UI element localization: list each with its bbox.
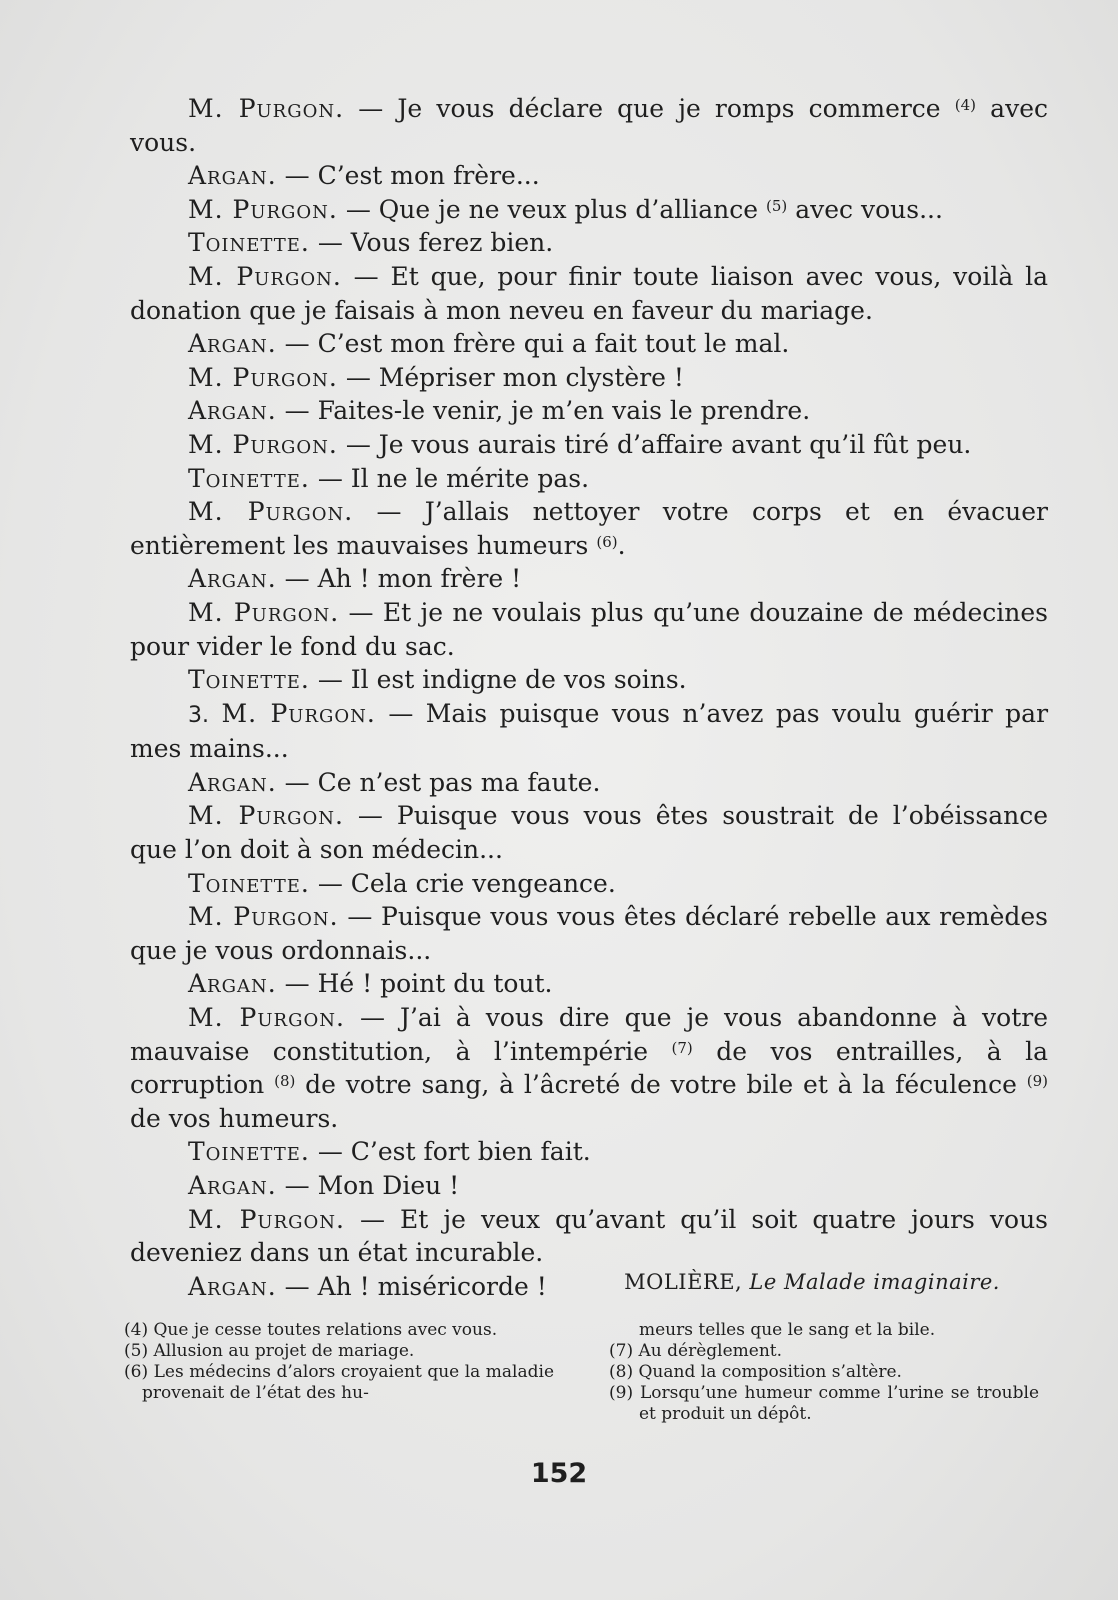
footnotes <box>124 1320 1039 1425</box>
line-text: — Puisque vous vous êtes soustrait de l’obéissance que l’on doit à son médecin... <box>130 801 1048 865</box>
line-text: — J’ai à vous dire que je vous abandonne à votre mauvaise constitution, à l’intempérie <box>130 1003 1048 1066</box>
speaker-name: M. Purgon. <box>188 497 354 527</box>
dialogue-line <box>130 462 1048 496</box>
footnote-ref: (4) <box>954 96 977 114</box>
dialogue-line <box>130 327 1048 361</box>
speaker-name: M. Purgon. <box>188 902 339 932</box>
line-text: — Hé ! point du tout. <box>276 969 553 999</box>
line-text: — Ce n’est pas ma faute. <box>276 767 601 797</box>
footnote-ref: (8) <box>274 1072 296 1091</box>
section-number: 3. <box>188 702 209 728</box>
dialogue-line <box>130 1135 1048 1169</box>
dialogue-line <box>130 1001 1048 1135</box>
footnote <box>609 1320 1039 1341</box>
footnote-text: Que je cesse toutes relations avec vous. <box>153 1320 498 1340</box>
line-text: — Que je ne veux plus d’alliance <box>337 194 759 224</box>
footnote-text: meurs telles que le sang et la bile. <box>639 1320 936 1340</box>
line-text: — Et je ne voulais plus qu’une douzaine de médecines pour vider le fond du sac. <box>130 597 1048 661</box>
footnote-text: Au dérèglement. <box>638 1341 783 1361</box>
footnote-mark: (5) <box>124 1341 149 1361</box>
line-text: de vos humeurs. <box>130 1103 339 1133</box>
dialogue-line <box>130 799 1048 866</box>
footnotes-left-column <box>124 1320 554 1425</box>
footnote-ref: (5) <box>765 196 788 215</box>
line-text: — Et je veux qu’avant qu’il soit quatre jours vous deveniez dans un état incurable. <box>130 1204 1048 1268</box>
footnote-mark: (9) <box>609 1383 634 1403</box>
speaker-name: Toinette. <box>188 463 310 493</box>
line-text: avec vous... <box>787 194 943 224</box>
footnote <box>124 1362 554 1404</box>
footnote-ref-number: 7 <box>677 1038 687 1057</box>
footnote-mark: (8) <box>609 1362 634 1382</box>
speaker-name: Argan. <box>188 396 277 426</box>
footnote-ref-number: 5 <box>771 196 782 215</box>
dialogue-line <box>130 361 1048 395</box>
speaker-name: Argan. <box>188 329 277 359</box>
speaker-name: M. Purgon. <box>188 194 338 224</box>
line-text: — C’est fort bien fait. <box>309 1137 591 1167</box>
speaker-name: M. Purgon. <box>188 429 338 459</box>
speaker-name: Argan. <box>188 564 277 594</box>
speaker-name: Toinette. <box>188 665 310 695</box>
dialogue-line <box>130 900 1048 967</box>
speaker-name: M. Purgon. <box>221 698 376 728</box>
dialogue-line <box>130 428 1048 462</box>
attribution-author: MOLIÈRE, <box>624 1270 743 1294</box>
footnote-text: Lorsqu’une humeur comme l’urine se trouble et produit un dépôt. <box>639 1383 1040 1424</box>
line-text: — Vous ferez bien. <box>309 228 554 258</box>
line-text: — C’est mon frère... <box>276 161 540 191</box>
line-text: — C’est mon frère qui a fait tout le mal. <box>276 329 790 359</box>
footnote-text: Allusion au projet de mariage. <box>153 1341 415 1361</box>
speaker-name: M. Purgon. <box>188 597 340 627</box>
line-text: — Mépriser mon clystère ! <box>337 362 684 392</box>
dialogue-line <box>130 260 1048 327</box>
dialogue-line <box>130 159 1048 193</box>
speaker-name: Argan. <box>188 767 277 797</box>
line-text: — Il ne le mérite pas. <box>309 463 590 493</box>
footnote <box>609 1383 1039 1425</box>
footnote-ref-number: 6 <box>602 532 612 551</box>
dialogue-line <box>130 495 1048 562</box>
speaker-name: M. Purgon. <box>188 362 338 392</box>
footnote <box>124 1341 554 1362</box>
speaker-name: Argan. <box>188 969 277 999</box>
line-text: avec vous. <box>130 94 1049 157</box>
dialogue-line <box>130 766 1048 800</box>
speaker-name: Argan. <box>188 161 277 191</box>
line-text: — Faites-le venir, je m’en vais le prendre. <box>276 396 811 426</box>
dialogue-line <box>130 596 1048 663</box>
speaker-name: M. Purgon. <box>188 94 345 123</box>
speaker-name: Toinette. <box>188 1137 310 1167</box>
line-text: — Je vous aurais tiré d’affaire avant qu’il fût peu. <box>337 429 972 459</box>
line-text: — Ah ! miséricorde ! <box>276 1271 547 1301</box>
line-text: — Et que, pour finir toute liaison avec vous, voilà la donation que je faisais à mon neveu en faveur du mariage. <box>130 261 1048 325</box>
dialogue-text <box>130 92 1048 1303</box>
dialogue-line <box>130 1169 1048 1203</box>
footnote-text: Quand la composition s’altère. <box>638 1362 902 1382</box>
dialogue-line <box>130 1203 1048 1270</box>
speaker-name: M. Purgon. <box>188 261 342 291</box>
line-text: — Cela crie vengeance. <box>309 868 616 898</box>
footnote-ref-number: 8 <box>279 1072 290 1091</box>
dialogue-line <box>130 226 1048 260</box>
speaker-name: M. Purgon. <box>188 801 344 831</box>
dialogue-line <box>130 663 1048 697</box>
line-text: — Il est indigne de vos soins. <box>309 665 687 695</box>
dialogue-line <box>130 394 1048 428</box>
line-text: de vos entrailles, à la corruption <box>130 1036 1048 1100</box>
dialogue-line <box>130 697 1048 766</box>
footnote-ref-number: 9 <box>1032 1072 1043 1091</box>
dialogue-line <box>130 193 1048 227</box>
footnote-ref: (6) <box>596 532 618 551</box>
footnote-ref-number: 4 <box>960 96 971 114</box>
dialogue-line <box>130 867 1048 901</box>
footnotes-right-column <box>609 1320 1039 1425</box>
speaker-name: M. Purgon. <box>188 1204 345 1234</box>
speaker-name: Argan. <box>188 1271 277 1301</box>
speaker-name: Toinette. <box>188 868 310 898</box>
speaker-name: Toinette. <box>188 228 310 258</box>
line-text: — Je vous déclare que je romps commerce <box>344 94 941 123</box>
line-text: . <box>617 530 626 560</box>
footnote-mark: (4) <box>124 1320 149 1340</box>
footnote <box>609 1341 1039 1362</box>
attribution-work: Le Malade imaginaire. <box>749 1270 1000 1294</box>
line-text: — Mon Dieu ! <box>276 1171 460 1200</box>
line-text: — Ah ! mon frère ! <box>276 564 522 594</box>
dialogue-line <box>130 92 1048 159</box>
line-text: — Mais puisque vous n’avez pas voulu guérir par mes mains... <box>130 698 1049 764</box>
dialogue-line <box>130 967 1048 1001</box>
footnote-mark: (7) <box>609 1341 634 1361</box>
footnote <box>609 1362 1039 1383</box>
line-text: — J’allais nettoyer votre corps et en évacuer entièrement les mauvaises humeurs <box>130 497 1048 560</box>
dialogue-line <box>130 562 1048 596</box>
page-number: 152 <box>530 1458 588 1489</box>
footnote <box>124 1320 554 1341</box>
line-text: de votre sang, à l’âcreté de votre bile et à la féculence <box>295 1070 1017 1100</box>
footnote-mark: (6) <box>124 1362 149 1382</box>
speaker-name: M. Purgon. <box>188 1003 345 1033</box>
line-text: — Puisque vous vous êtes déclaré rebelle aux remèdes que je vous ordonnais... <box>130 902 1048 965</box>
attribution <box>624 1270 1000 1294</box>
footnote-text: Les médecins d’alors croyaient que la maladie provenait de l’état des hu- <box>142 1362 555 1403</box>
footnote-ref: (7) <box>671 1038 693 1057</box>
footnote-ref: (9) <box>1026 1072 1048 1091</box>
speaker-name: Argan. <box>188 1171 277 1200</box>
